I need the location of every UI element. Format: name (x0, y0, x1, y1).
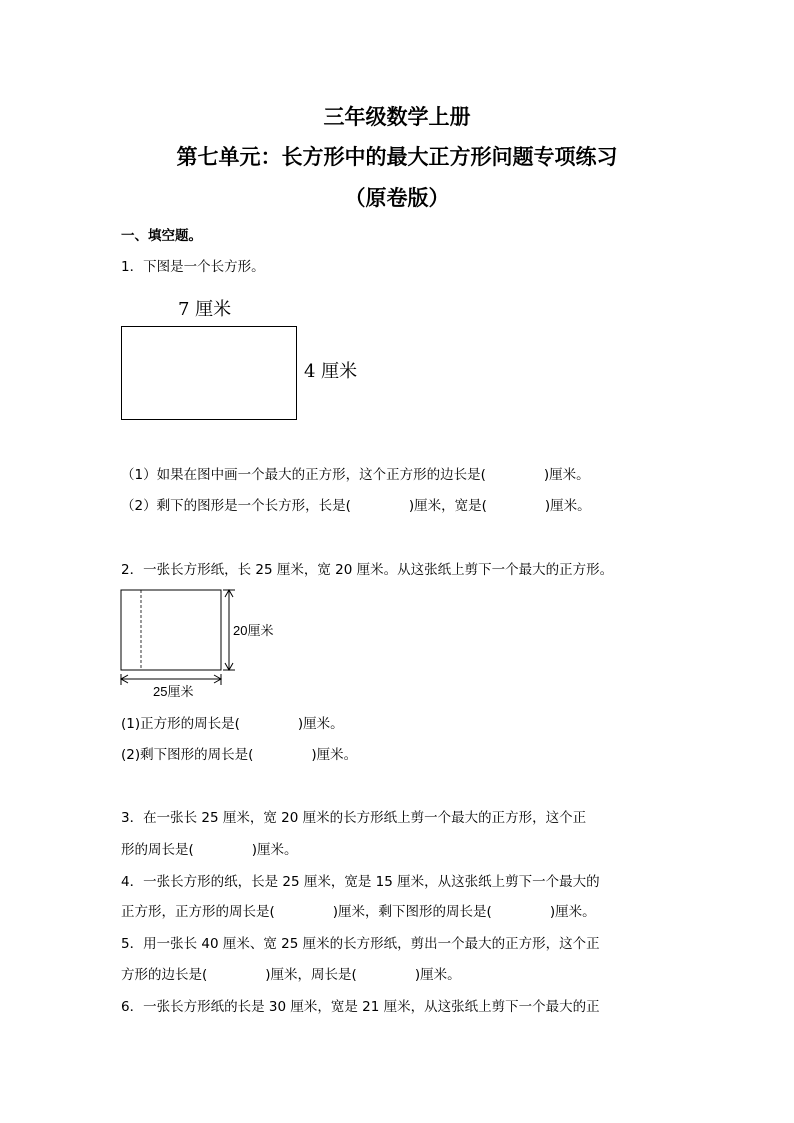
q1-length-label: 7 厘米 (178, 299, 232, 320)
q1-sub2: （2）剩下的图形是一个长方形，长是( )厘米，宽是( )厘米。 (121, 498, 591, 514)
q6-line1: 6．一张长方形纸的长是 30 厘米，宽是 21 厘米，从这张纸上剪下一个最大的正 (121, 999, 600, 1015)
q1-rectangle-figure (121, 326, 297, 420)
worksheet-title-grade: 三年级数学上册 (323, 105, 471, 129)
worksheet-title-unit: 第七单元：长方形中的最大正方形问题专项练习 (176, 145, 618, 169)
q2-width-label: 25厘米 (153, 684, 194, 699)
q4-line1: 4．一张长方形的纸，长是 25 厘米，宽是 15 厘米，从这张纸上剪下一个最大的 (121, 874, 600, 890)
q3-line2: 形的周长是( )厘米。 (121, 842, 298, 858)
section-heading: 一、填空题。 (121, 228, 202, 244)
q2-sub2: (2)剩下图形的周长是( )厘米。 (121, 747, 358, 763)
q2-height-label: 20厘米 (233, 623, 274, 638)
q2-paper-rectangle (121, 590, 221, 670)
q1-stem: 1．下图是一个长方形。 (121, 259, 265, 275)
q4-line2: 正方形，正方形的周长是( )厘米，剩下图形的周长是( )厘米。 (121, 904, 596, 920)
worksheet-title-version: （原卷版） (344, 186, 450, 210)
q2-stem: 2．一张长方形纸，长 25 厘米，宽 20 厘米。从这张纸上剪下一个最大的正方形。 (121, 562, 614, 578)
q5-line2: 方形的边长是( )厘米，周长是( )厘米。 (121, 967, 461, 983)
q1-width-label: 4 厘米 (304, 361, 358, 382)
q2-paper-figure (110, 584, 290, 704)
q1-sub1: （1）如果在图中画一个最大的正方形，这个正方形的边长是( )厘米。 (121, 467, 590, 483)
q5-line1: 5．用一张长 40 厘米、宽 25 厘米的长方形纸，剪出一个最大的正方形，这个正 (121, 936, 600, 952)
q2-sub1: (1)正方形的周长是( )厘米。 (121, 716, 344, 732)
q3-line1: 3．在一张长 25 厘米，宽 20 厘米的长方形纸上剪一个最大的正方形，这个正 (121, 810, 587, 826)
